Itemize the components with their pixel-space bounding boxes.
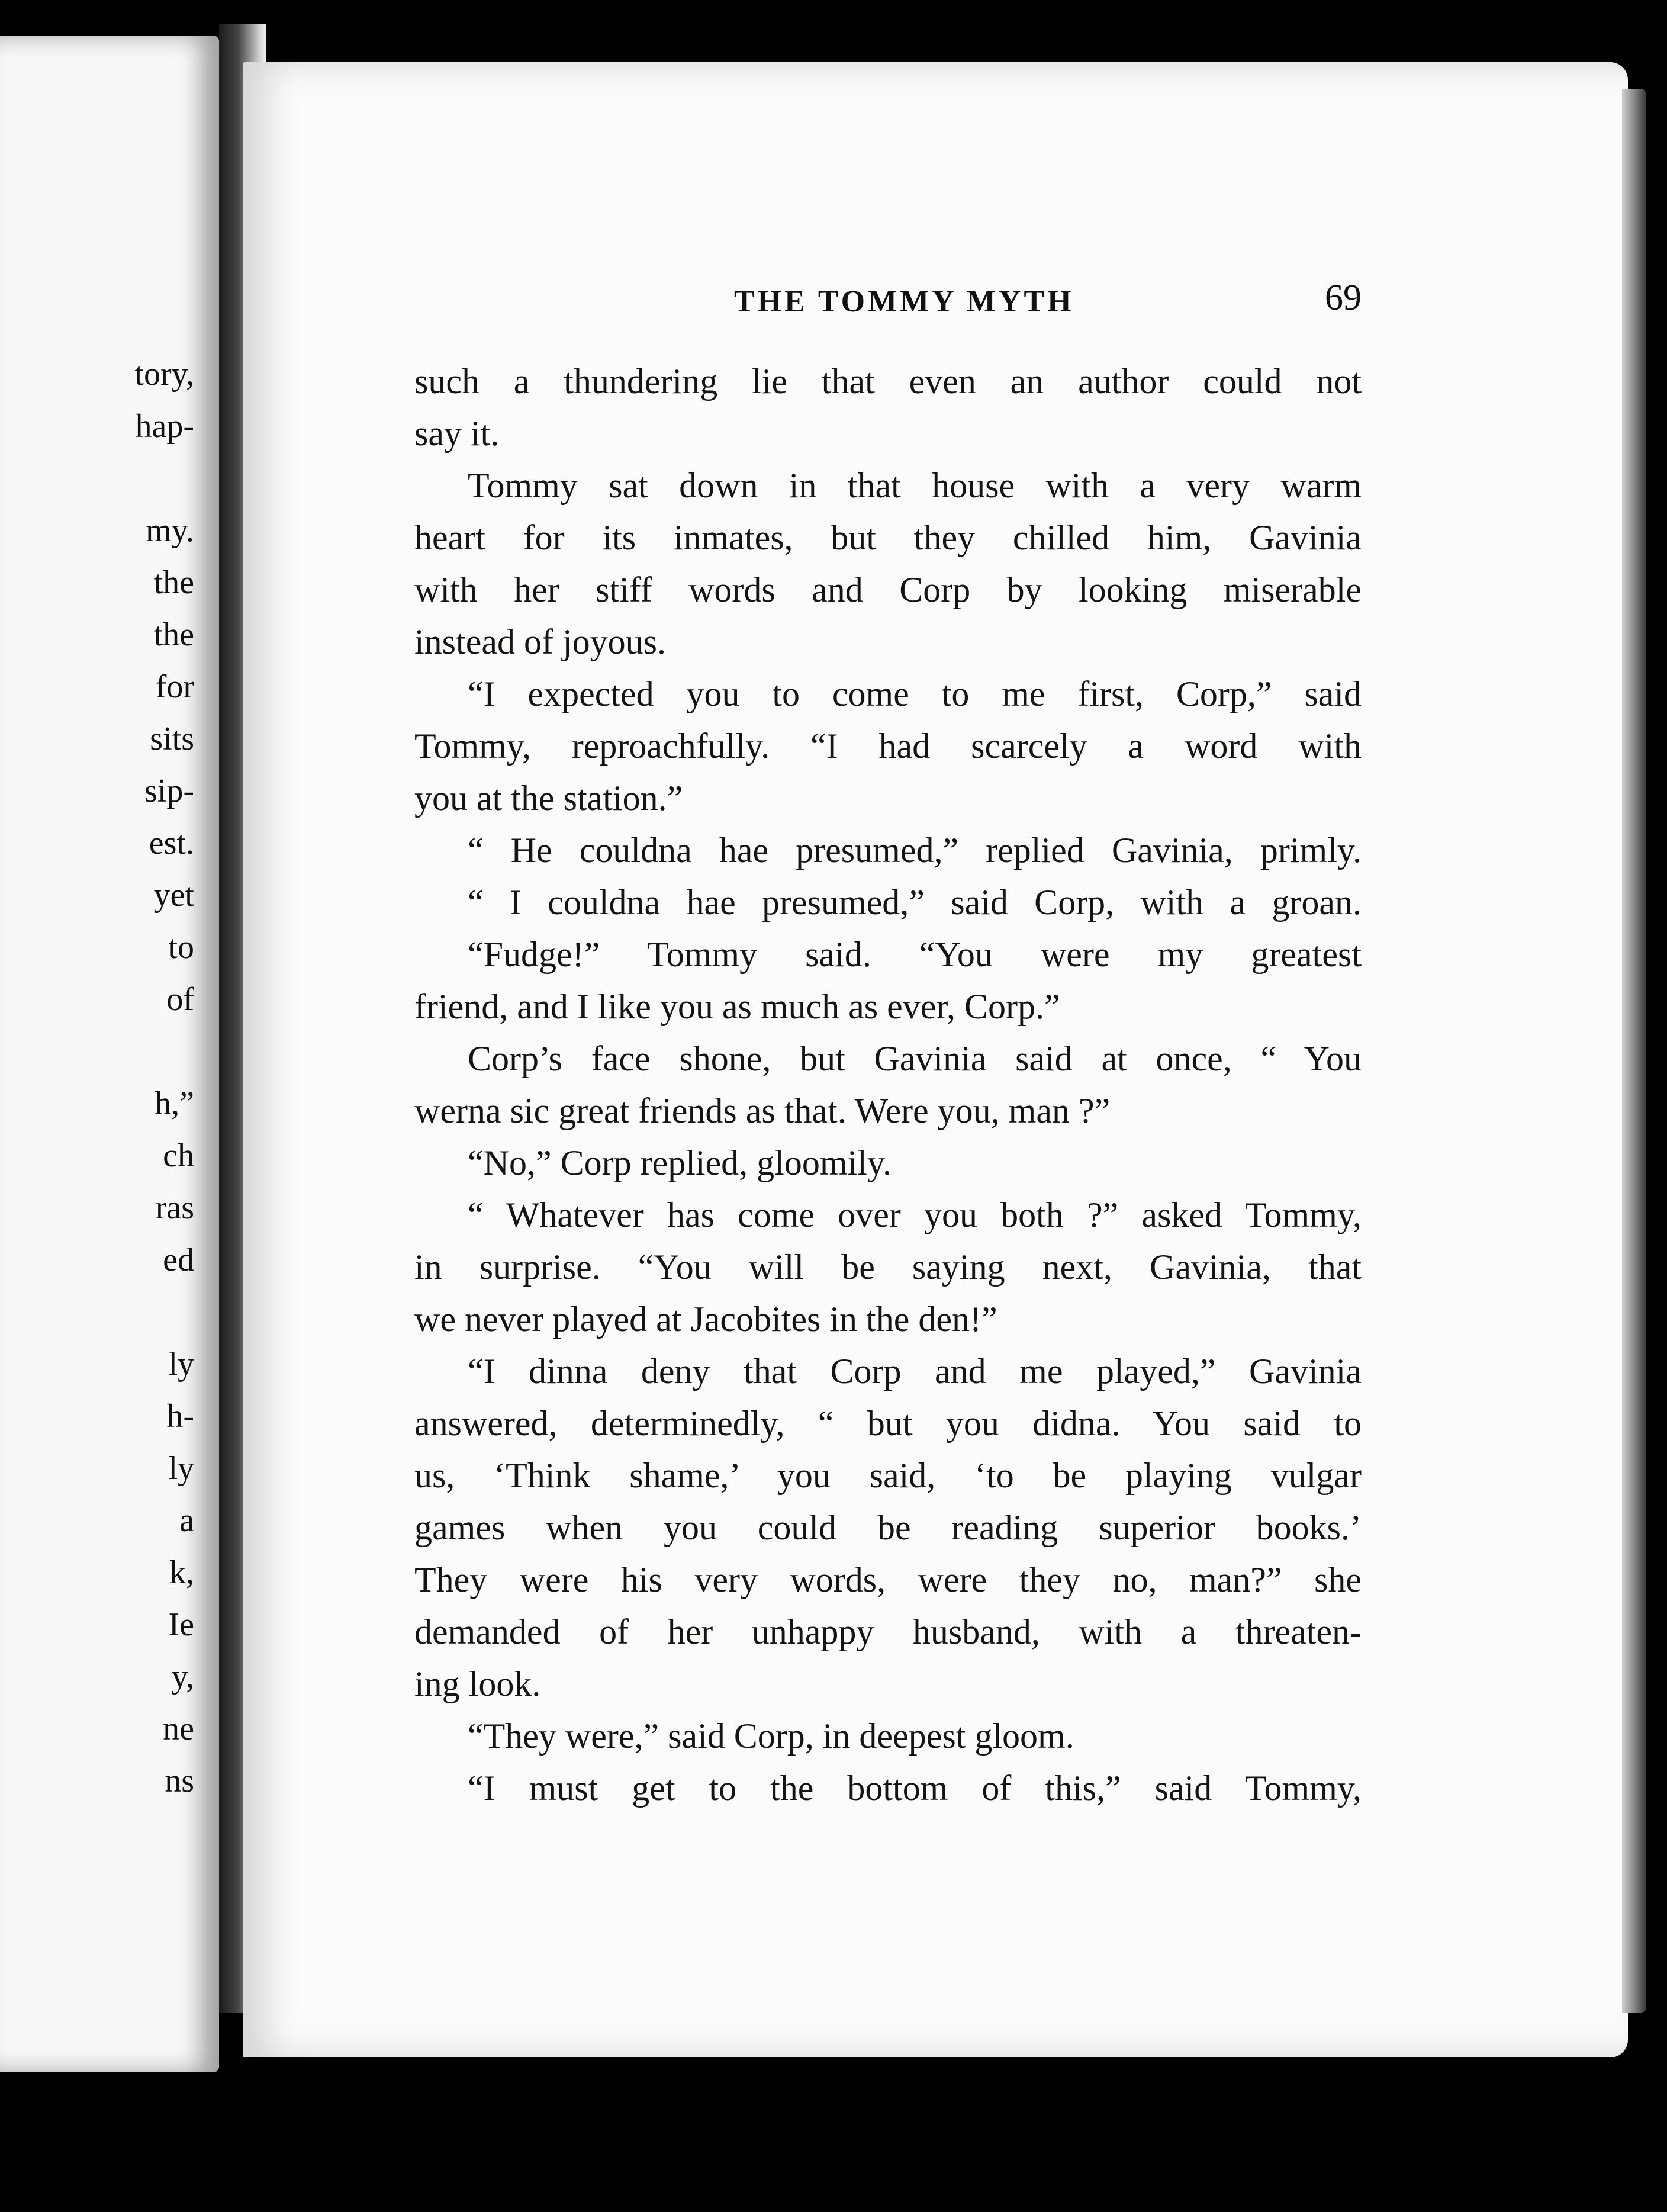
text-line: demanded of her unhappy husband, with a threaten- xyxy=(414,1612,1362,1651)
text-line: “ Whatever has come over you both ?” asked Tommy, xyxy=(468,1195,1362,1234)
left-page-line: y, xyxy=(171,1658,194,1695)
left-page-line: to xyxy=(168,929,194,966)
left-page-line: the xyxy=(153,564,194,601)
left-page-line: the xyxy=(153,616,194,653)
left-page-line: ras xyxy=(155,1189,194,1226)
left-page-line: hap- xyxy=(135,408,194,445)
left-page-line: h,” xyxy=(155,1085,194,1122)
text-line: we never played at Jacobites in the den!” xyxy=(414,1300,997,1339)
text-line: “I must get to the bottom of this,” said Tommy, xyxy=(468,1769,1362,1808)
left-page-line: of xyxy=(166,981,194,1018)
left-page-line: Ie xyxy=(168,1606,194,1643)
text-line: “Fudge!” Tommy said. “You were my greatest xyxy=(468,935,1362,974)
left-page-line: my. xyxy=(146,512,194,549)
text-line: friend, and I like you as much as ever, Corp.” xyxy=(414,987,1060,1026)
text-line: Corp’s face shone, but Gavinia said at once, “ You xyxy=(468,1039,1362,1078)
text-line: heart for its inmates, but they chilled him, Gavinia xyxy=(414,518,1362,557)
left-page-line: ch xyxy=(163,1137,194,1174)
text-line: “I dinna deny that Corp and me played,” Gavinia xyxy=(468,1352,1362,1391)
text-line: you at the station.” xyxy=(414,779,683,818)
text-line: games when you could be reading superior books.’ xyxy=(414,1508,1362,1547)
text-line: such a thundering lie that even an author could not xyxy=(414,362,1362,401)
text-line: “ I couldna hae presumed,” said Corp, with a groan. xyxy=(468,883,1362,922)
text-line: say it. xyxy=(414,414,500,453)
left-page-line: ed xyxy=(163,1242,194,1278)
left-page-line: h- xyxy=(166,1398,194,1435)
text-line: They were his very words, were they no, man?” she xyxy=(414,1560,1362,1599)
left-page-line: ne xyxy=(163,1711,194,1747)
left-page-line: k, xyxy=(169,1554,194,1591)
text-line: us, ‘Think shame,’ you said, ‘to be playing vulgar xyxy=(414,1456,1362,1495)
text-line: “No,” Corp replied, gloomily. xyxy=(468,1143,892,1182)
text-line: “They were,” said Corp, in deepest gloom. xyxy=(468,1716,1074,1756)
left-page-line: est. xyxy=(149,825,194,861)
text-line: answered, determinedly, “ but you didna. You said to xyxy=(414,1404,1362,1443)
left-page-line: yet xyxy=(153,877,194,914)
text-line: with her stiff words and Corp by looking miserable xyxy=(414,570,1362,609)
left-page-line: ns xyxy=(165,1763,194,1799)
text-line: Tommy sat down in that house with a very warm xyxy=(468,466,1362,505)
left-page-line: ly xyxy=(168,1450,194,1487)
text-line: “I expected you to come to me first, Corp,” said xyxy=(468,674,1362,713)
running-head: THE TOMMY MYTH xyxy=(734,285,1074,319)
text-line: in surprise. “You will be saying next, Gavinia, that xyxy=(414,1248,1362,1287)
text-line: “ He couldna hae presumed,” replied Gavinia, primly. xyxy=(468,831,1362,870)
left-page-line: a xyxy=(179,1502,194,1539)
left-page-line: sip- xyxy=(144,773,194,809)
left-page-line: for xyxy=(155,668,194,705)
left-page-line: ly xyxy=(168,1346,194,1382)
text-line: werna sic great friends as that. Were you, man ?” xyxy=(414,1091,1111,1130)
text-line: instead of joyous. xyxy=(414,622,666,661)
left-page-line: tory, xyxy=(134,356,194,393)
left-page-line: sits xyxy=(150,721,194,757)
body-text xyxy=(414,355,1362,1814)
left-page-fragment xyxy=(0,36,219,2072)
text-line: ing look. xyxy=(414,1664,541,1703)
text-line: Tommy, reproachfully. “I had scarcely a word with xyxy=(414,726,1362,766)
page-edge xyxy=(1622,89,1646,2013)
page-number: 69 xyxy=(1325,278,1362,318)
